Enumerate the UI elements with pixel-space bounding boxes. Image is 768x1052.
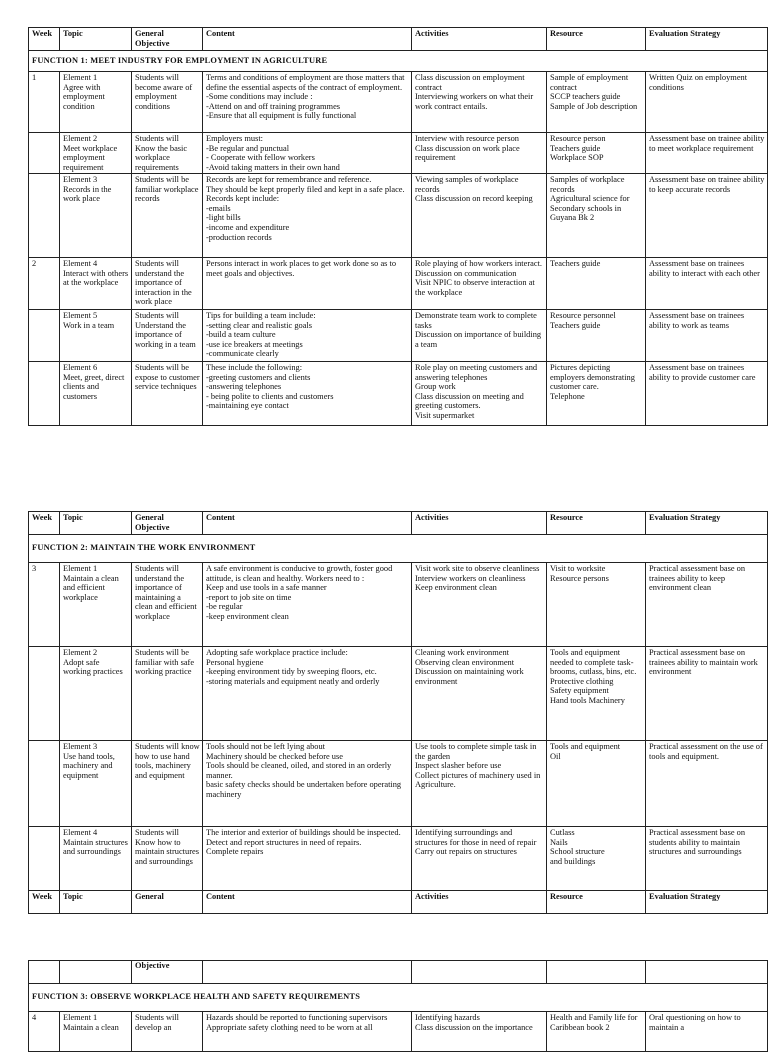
cell-objective: Students will understand the importance of interaction in the work place [132,258,203,310]
header-resource: Resource [547,512,646,535]
table-row [29,741,768,827]
table-header-row [29,512,768,535]
cell-resource: Tools and equipment Oil [547,741,646,827]
cell-content: Employers must: -Be regular and punctual - Cooperate with fellow workers -Avoid taking matters in their own hand [203,133,412,174]
footer-evaluation-strategy: Evaluation Strategy [646,891,768,914]
curriculum-table-function-1 [28,27,768,426]
function-title-row [29,984,768,1012]
cell-activities: Visit work site to observe cleanliness Interview workers on cleanliness Keep environment clean [412,563,547,647]
cell-resource: Samples of workplace records Agricultural science for Secondary schools in Guyana Bk 2 [547,174,646,258]
header-resource: Resource [547,28,646,51]
cell-week: 3 [29,563,60,647]
cell-evaluation: Assessment base on trainee ability to keep accurate records [646,174,768,258]
cell-activities: Role play on meeting customers and answering telephones Group work Class discussion on meeting and greeting customers. Visit supermarket [412,362,547,426]
table-header-row [29,28,768,51]
cell-objective: Students will Know the basic workplace requirements [132,133,203,174]
cell-evaluation: Written Quiz on employment conditions [646,72,768,133]
cell-content: A safe environment is conducive to growth, foster good attitude, is clean and healthy. Workers need to : Keep and use tools in a safe manner -report to job site on time -be regular -keep environment clean [203,563,412,647]
curriculum-table-function-3 [28,960,768,1052]
cell-week [29,647,60,741]
cell-objective: Students will know how to use hand tools, machinery and equipment [132,741,203,827]
function-title: FUNCTION 2: MAINTAIN THE WORK ENVIRONMENT [29,535,768,563]
cell-topic: Element 6 Meet, greet, direct clients and customers [60,362,132,426]
header-topic: Topic [60,512,132,535]
cell-week [29,174,60,258]
cell-evaluation: Practical assessment base on trainees ability to keep environment clean [646,563,768,647]
cell-week: 2 [29,258,60,310]
cell-week [29,310,60,362]
header-evaluation-strategy: Evaluation Strategy [646,28,768,51]
cell-objective: Students will Understand the importance of working in a team [132,310,203,362]
footer-week: Week [29,891,60,914]
cell-activities: Demonstrate team work to complete tasks Discussion on importance of building a team [412,310,547,362]
table-header-continuation-row [29,961,768,984]
footer-content: Content [203,891,412,914]
cell-resource: Tools and equipment needed to complete task- brooms, cutlass, bins, etc. Protective clothing Safety equipment Hand tools Machinery [547,647,646,741]
cell-week [29,133,60,174]
cell-topic: Element 3 Use hand tools, machinery and equipment [60,741,132,827]
table-footer-row [29,891,768,914]
cell-week [29,362,60,426]
cell-content: Adopting safe workplace practice include: Personal hygiene -keeping environment tidy by sweeping floors, etc. -storing materials and equipment neatly and orderly [203,647,412,741]
header-week: Week [29,512,60,535]
cell-topic: Element 5 Work in a team [60,310,132,362]
cell-content: These include the following: -greeting customers and clients -answering telephones - being polite to clients and customers -maintaining eye contact [203,362,412,426]
cell-evaluation: Assessment base on trainees ability to work as teams [646,310,768,362]
cell-objective: Students will Know how to maintain structures and surroundings [132,827,203,891]
cell-topic: Element 1 Maintain a clean [60,1012,132,1052]
cell-content: Tools should not be left lying about Machinery should be checked before use Tools should be cleaned, oiled, and stored in an orderly manner. basic safety checks should be undertaken before operating machinery [203,741,412,827]
cell-objective: Students will be familiar with safe working practice [132,647,203,741]
cell-topic: Element 4 Interact with others at the workplace [60,258,132,310]
cell-content: Hazards should be reported to functioning supervisors Appropriate safety clothing need to be worn at all [203,1012,412,1052]
header-general-objective: General Objective [132,512,203,535]
table-row [29,362,768,426]
table-row [29,72,768,133]
cell-content: Terms and conditions of employment are those matters that define the essential aspects of the contract of employment. -Some conditions may include : -Attend on and off training programmes -Ensure that all equipment is fully functional [203,72,412,133]
cell-topic: Element 1 Maintain a clean and efficient workplace [60,563,132,647]
cell-evaluation: Oral questioning on how to maintain a [646,1012,768,1052]
cell-objective: Students will understand the importance of maintaining a clean and efficient workplace [132,563,203,647]
table-row [29,563,768,647]
cell-resource: Cutlass Nails School structure and buildings [547,827,646,891]
cell-activities: Cleaning work environment Observing clean environment Discussion on maintaining work environment [412,647,547,741]
cell-activities: Identifying surroundings and structures for those in need of repair Carry out repairs on structures [412,827,547,891]
header-week: Week [29,28,60,51]
cell-resource: Teachers guide [547,258,646,310]
cell-resource: Health and Family life for Caribbean book 2 [547,1012,646,1052]
footer-topic: Topic [60,891,132,914]
function-title: FUNCTION 3: OBSERVE WORKPLACE HEALTH AND SAFETY REQUIREMENTS [29,984,768,1012]
cell-topic: Element 2 Meet workplace employment requirement [60,133,132,174]
header-evaluation-strategy: Evaluation Strategy [646,512,768,535]
table-row [29,133,768,174]
footer-activities: Activities [412,891,547,914]
footer-resource: Resource [547,891,646,914]
cell-content: The interior and exterior of buildings should be inspected. Detect and report structures in need of repairs. Complete repairs [203,827,412,891]
cell-content: Persons interact in work places to get work done so as to meet goals and objectives. [203,258,412,310]
cell-evaluation: Assessment base on trainees ability to interact with each other [646,258,768,310]
header-activities: Activities [412,28,547,51]
cell-topic: Element 4 Maintain structures and surroundings [60,827,132,891]
cell-objective: Students will be familiar workplace records [132,174,203,258]
function-title-row [29,535,768,563]
cell-resource: Sample of employment contract SCCP teachers guide Sample of Job description [547,72,646,133]
table-row [29,258,768,310]
cell-week [29,741,60,827]
cell-week [29,827,60,891]
cell-topic: Element 3 Records in the work place [60,174,132,258]
function-title: FUNCTION 1: MEET INDUSTRY FOR EMPLOYMENT IN AGRICULTURE [29,51,768,72]
footer-general: General [132,891,203,914]
cell-objective: Students will be expose to customer service techniques [132,362,203,426]
cell-objective: Students will become aware of employment conditions [132,72,203,133]
cell-evaluation: Assessment base on trainee ability to meet workplace requirement [646,133,768,174]
header-general-objective: General Objective [132,28,203,51]
cell-activities: Identifying hazards Class discussion on the importance [412,1012,547,1052]
cell-activities: Interview with resource person Class discussion on work place requirement [412,133,547,174]
cell-resource: Resource person Teachers guide Workplace SOP [547,133,646,174]
function-title-row [29,51,768,72]
cell-evaluation: Practical assessment base on students ability to maintain structures and surroundings [646,827,768,891]
table-row [29,1012,768,1052]
cell-activities: Viewing samples of workplace records Class discussion on record keeping [412,174,547,258]
cell-evaluation: Practical assessment on the use of tools and equipment. [646,741,768,827]
cell-week: 1 [29,72,60,133]
cell-resource: Resource personnel Teachers guide [547,310,646,362]
cell-content: Records are kept for remembrance and reference. They should be kept properly filed and kept in a safe place. Records kept include: -emails -light bills -income and expenditure -production records [203,174,412,258]
header-topic: Topic [60,28,132,51]
cell-evaluation: Assessment base on trainees ability to provide customer care [646,362,768,426]
header-objective-fragment: Objective [132,961,203,984]
table-row [29,174,768,258]
header-activities: Activities [412,512,547,535]
cell-content: Tips for building a team include: -setting clear and realistic goals -build a team culture -use ice breakers at meetings -communicate clearly [203,310,412,362]
table-row [29,310,768,362]
cell-resource: Pictures depicting employers demonstrating customer care. Telephone [547,362,646,426]
cell-activities: Class discussion on employment contract Interviewing workers on what their work contract entails. [412,72,547,133]
cell-objective: Students will develop an [132,1012,203,1052]
cell-week: 4 [29,1012,60,1052]
cell-activities: Role playing of how workers interact. Discussion on communication Visit NPIC to observe interaction at the workplace [412,258,547,310]
header-content: Content [203,28,412,51]
cell-resource: Visit to worksite Resource persons [547,563,646,647]
cell-evaluation: Practical assessment base on trainees ability to maintain work environment [646,647,768,741]
curriculum-table-function-2 [28,511,768,914]
cell-topic: Element 2 Adopt safe working practices [60,647,132,741]
table-row [29,647,768,741]
cell-topic: Element 1 Agree with employment condition [60,72,132,133]
header-content: Content [203,512,412,535]
table-row [29,827,768,891]
cell-activities: Use tools to complete simple task in the garden Inspect slasher before use Collect pictures of machinery used in Agriculture. [412,741,547,827]
